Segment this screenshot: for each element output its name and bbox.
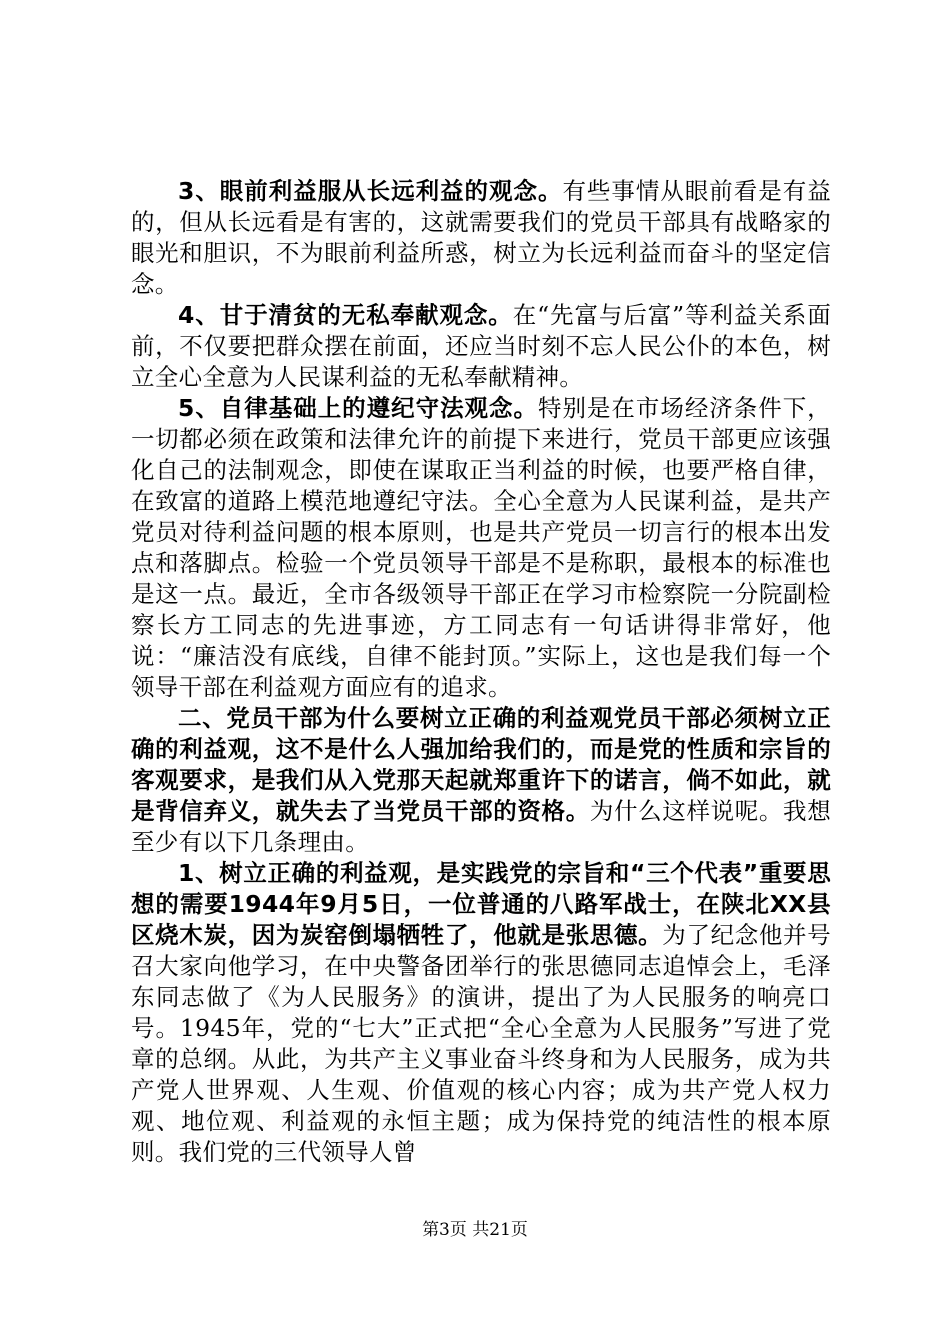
paragraph-2 bbox=[131, 300, 831, 393]
paragraph-3-text: 特别是在市场经济条件下，一切都必须在政策和法律允许的前提下来进行，党员干部更应该强化自己的法制观念，即使在谋取正当利益的时候，也要严格自律，在致富的道路上模范地遵纪守法。全心全意为人民谋利益，是共产党员对待利益问题的根本原则，也是共产党员一切言行的根本出发点和落脚点。检验一个党员领导干部是不是称职，最根本的标准也是这一点。最近，全市各级领导干部正在学习市检察院一分院副检察长方工同志的先进事迹，方工同志有一句话讲得非常好，他说：“廉洁没有底线，自律不能封顶。”实际上，这也是我们每一个领导干部在利益观方面应有的追求。 bbox=[131, 394, 831, 701]
paragraph-1-text: 有些事情从眼前看是有益的，但从长远看是有害的，这就需要我们的党员干部具有战略家的眼光和胆识，不为眼前利益所惑，树立为长远利益而奋斗的坚定信念。 bbox=[131, 177, 831, 298]
paragraph-5 bbox=[131, 858, 831, 1168]
paragraph-2-text: 在“先富与后富”等利益关系面前，不仅要把群众摆在前面，还应当时刻不忘人民公仆的本色，树立全心全意为人民谋利益的无私奉献精神。 bbox=[131, 301, 831, 391]
document-body bbox=[131, 176, 831, 1168]
paragraph-3-heading: 5、自律基础上的遵纪守法观念。 bbox=[178, 394, 538, 422]
paragraph-5-heading: 1、树立正确的利益观，是实践党的宗旨和“三个代表”重要思想的需要1944年9月5日，一位普通的八路军战士，在陕北XX县区烧木炭，因为炭窑倒塌牺牲了，他就是张思德。 bbox=[131, 859, 831, 949]
paragraph-2-heading: 4、甘于清贫的无私奉献观念。 bbox=[178, 301, 513, 329]
paragraph-5-text: 为了纪念他并号召大家向他学习，在中央警备团举行的张思德同志追悼会上，毛泽东同志做了《为人民服务》的演讲，提出了为人民服务的响亮口号。1945年，党的“七大”正式把“全心全意为人民服务”写进了党章的总纲。从此，为共产主义事业奋斗终身和为人民服务，成为共产党人世界观、人生观、价值观的核心内容；成为共产党人权力观、地位观、利益观的永恒主题；成为保持党的纯洁性的根本原则。我们党的三代领导人曾 bbox=[131, 921, 831, 1166]
paragraph-1-heading: 3、眼前利益服从长远利益的观念。 bbox=[178, 177, 563, 205]
paragraph-3 bbox=[131, 393, 831, 703]
paragraph-1 bbox=[131, 176, 831, 300]
paragraph-4-text: 为什么这样说呢。我想至少有以下几条理由。 bbox=[131, 797, 832, 856]
paragraph-4-heading: 二、党员干部为什么要树立正确的利益观党员干部必须树立正确的利益观，这不是什么人强加给我们的，而是党的性质和宗旨的客观要求，是我们从入党那天起就郑重许下的诺言，倘不如此，就是背信弃义，就失去了当党员干部的资格。 bbox=[131, 704, 831, 825]
paragraph-4 bbox=[131, 703, 831, 858]
page-footer: 第3页 共21页 bbox=[422, 1220, 528, 1240]
